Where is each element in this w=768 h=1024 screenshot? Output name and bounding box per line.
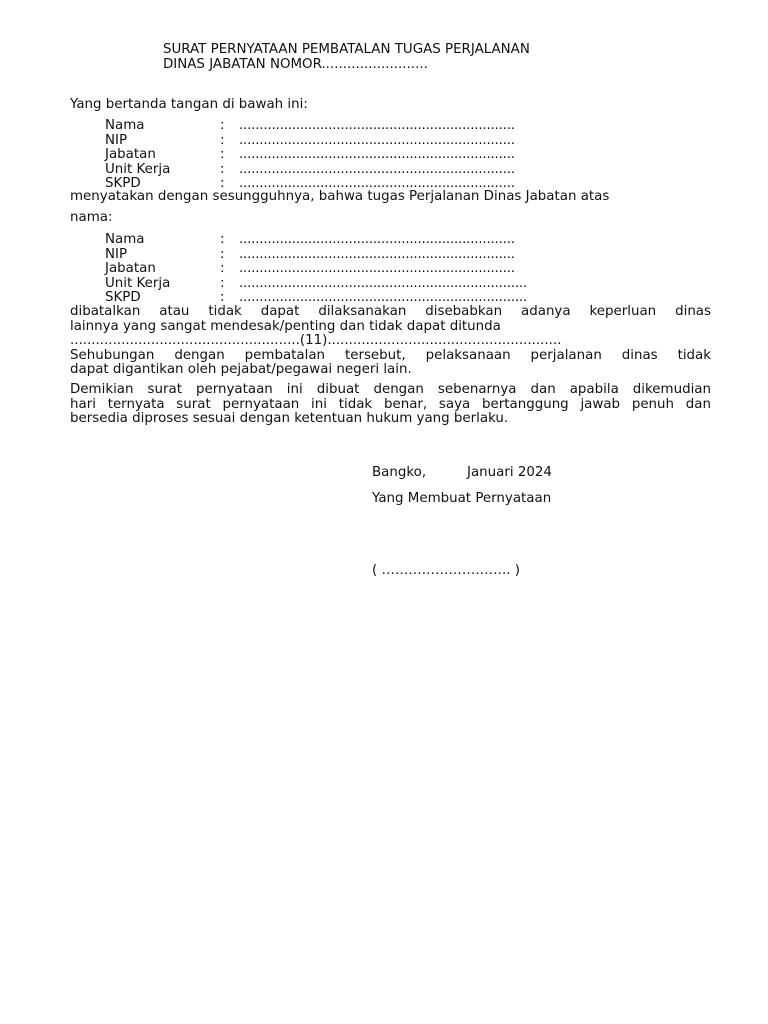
field-colon: : xyxy=(220,275,225,291)
field-label: NIP xyxy=(105,132,128,148)
statement-line-1: menyatakan dengan sesungguhnya, bahwa tugas Perjalanan Dinas Jabatan atas xyxy=(70,189,610,204)
field-label: Jabatan xyxy=(105,261,156,276)
field-value: .................................................................... xyxy=(239,176,515,191)
cancel-line-1: dibatalkan atau tidak dapat dilaksanakan disebabkan adanya keperluan dinas xyxy=(70,304,711,319)
document-title-line-1: SURAT PERNYATAAN PEMBATALAN TUGAS PERJALANAN xyxy=(163,42,530,57)
field-value: .................................................................... xyxy=(239,118,515,133)
field-value: .................................................................... xyxy=(239,161,515,177)
closing-line-3: bersedia diproses sesuai dengan ketentuan hukum yang berlaku. xyxy=(70,411,509,426)
replacement-line-2: dapat digantikan oleh pejabat/pegawai negeri lain. xyxy=(70,362,412,377)
intro-text: Yang bertanda tangan di bawah ini: xyxy=(70,97,308,112)
field-value: ....................................................................... xyxy=(239,290,528,305)
field-label: SKPD xyxy=(105,290,141,305)
field-label: SKPD xyxy=(105,176,141,191)
signature-date: Januari 2024 xyxy=(467,465,552,480)
signer-role: Yang Membuat Pernyataan xyxy=(372,491,552,506)
document-title-line-2: DINAS JABATAN NOMOR......................... xyxy=(163,57,428,72)
field-label: Nama xyxy=(105,232,145,247)
field-label: Unit Kerja xyxy=(105,161,171,177)
field-colon: : xyxy=(220,290,225,305)
closing-line-1: Demikian surat pernyataan ini dibuat dengan sebenarnya dan apabila dikemudian xyxy=(70,382,711,397)
closing-line-2: hari ternyata surat pernyataan ini tidak benar, saya bertanggung jawab penuh dan xyxy=(70,396,711,412)
field-label: Unit Kerja xyxy=(105,275,171,291)
cancel-line-3: ......................................................(11)....................................................... xyxy=(70,333,562,348)
field-colon: : xyxy=(220,147,225,162)
field-value: .................................................................... xyxy=(239,232,515,247)
field-label: Nama xyxy=(105,118,145,133)
field-value: ....................................................................... xyxy=(239,275,528,291)
field-value: .................................................................... xyxy=(239,246,515,262)
field-value: .................................................................... xyxy=(239,147,515,162)
signature-name-placeholder: ( ……………………….. ) xyxy=(372,563,520,578)
field-colon: : xyxy=(220,246,225,262)
field-value: .................................................................... xyxy=(239,261,515,276)
field-label: NIP xyxy=(105,246,128,262)
field-colon: : xyxy=(220,261,225,276)
replacement-line-1: Sehubungan dengan pembatalan tersebut, pelaksanaan perjalanan dinas tidak xyxy=(70,347,711,363)
field-colon: : xyxy=(220,161,225,177)
signature-place: Bangko, xyxy=(372,465,427,480)
field-colon: : xyxy=(220,118,225,133)
field-label: Jabatan xyxy=(105,147,156,162)
field-colon: : xyxy=(220,232,225,247)
field-value: .................................................................... xyxy=(239,132,515,148)
field-colon: : xyxy=(220,176,225,191)
statement-line-2: nama: xyxy=(70,210,113,225)
field-colon: : xyxy=(220,132,225,148)
cancel-line-2: lainnya yang sangat mendesak/penting dan tidak dapat ditunda xyxy=(70,318,501,334)
